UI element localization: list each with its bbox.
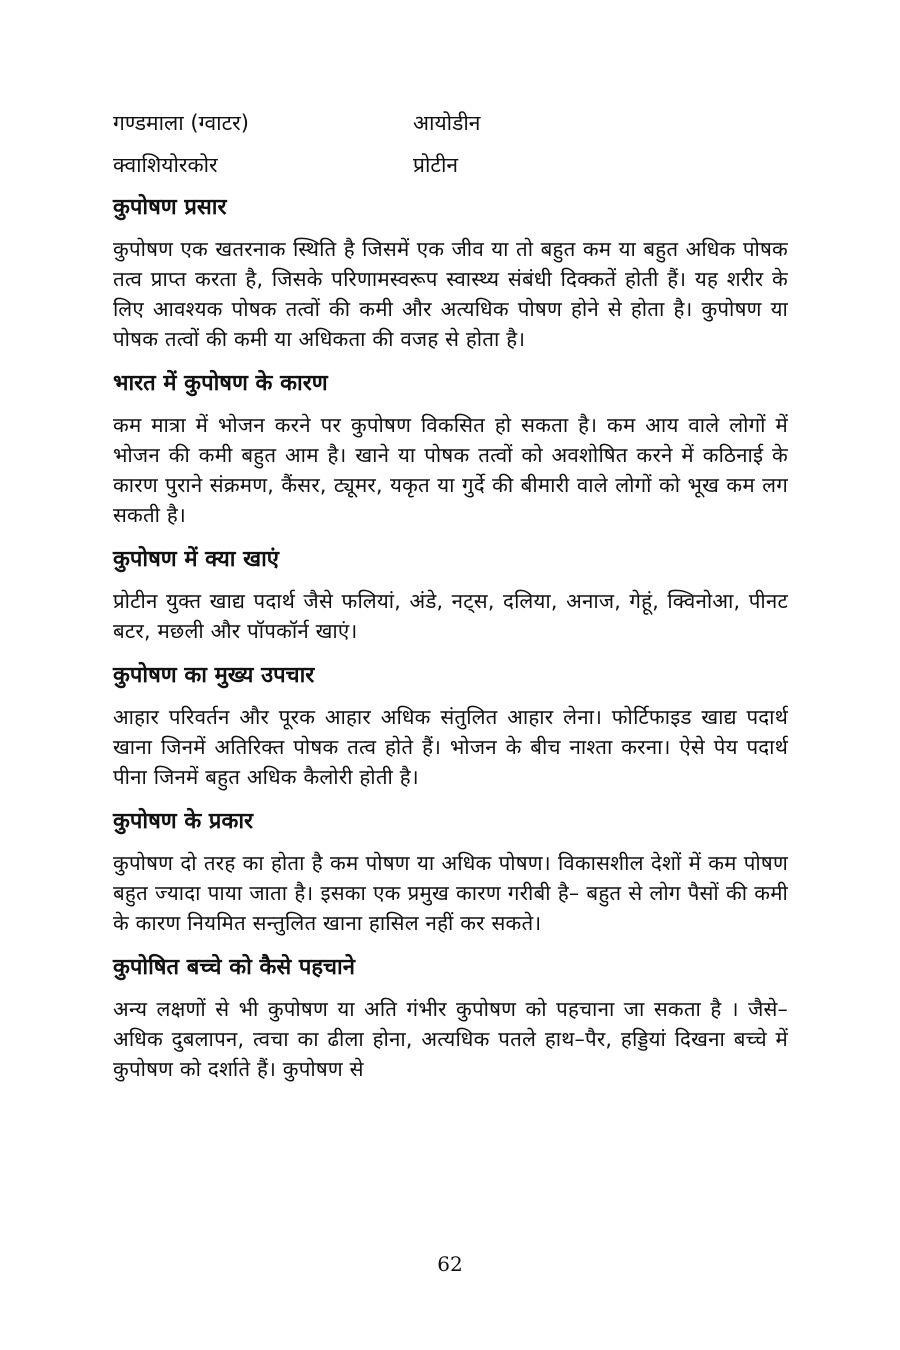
section-paragraph: अन्य लक्षणों से भी कुपोषण या अति गंभीर कुपोषण को पहचाना जा सकता है । जैसे– अधिक दुबलापन, त्वचा का ढीला होना, अत्यधिक पतले हाथ–पैर, हड्डियां दिखना बच्चे में कुपोषण को दर्शाते हैं। कुपोषण से [113,997,788,1081]
section-paragraph: आहार परिवर्तन और पूरक आहार अधिक संतुलित आहार लेना। फोर्टिफाइड खाद्य पदार्थ खाना जिनमें अतिरिक्त पोषक तत्व होते हैं। भोजन के बीच नाश्ता करना। ऐसे पेय पदार्थ पीना जिनमें बहुत अधिक कैलोरी होती है। [113,705,788,789]
nutrient-cell: प्रोटीन [413,153,459,177]
section-paragraph: प्रोटीन युक्त खाद्य पदार्थ जैसे फलियां, अंडे, नट्स, दलिया, अनाज, गेहूं, क्विनोआ, पीनट बटर, मछली और पॉपकॉर्न खाएं। [113,589,788,643]
section-heading: कुपोषण का मुख्य उपचार [113,663,315,688]
section-paragraph: कुपोषण एक खतरनाक स्थिति है जिसमें एक जीव या तो बहुत कम या बहुत अधिक पोषक तत्व प्राप्त करता है, जिसके परिणामस्वरूप स्वास्थ्य संबंधी दिक्कतें होती हैं। यह शरीर के लिए आवश्यक पोषक तत्वों की कमी और अत्यधिक पोषण होने से होता है। कुपोषण या पोषक तत्वों की कमी या अधिकता की वजह से होता है। [113,237,788,351]
page-number: 62 [437,1252,463,1276]
section-heading: भारत में कुपोषण के कारण [113,371,328,396]
table-row [113,108,788,150]
section-paragraph: कुपोषण दो तरह का होता है कम पोषण या अधिक पोषण। विकासशील देशों में कम पोषण बहुत ज्यादा पाया जाता है। इसका एक प्रमुख कारण गरीबी है– बहुत से लोग पैसों की कमी के कारण नियमित सन्तुलित खाना हासिल नहीं कर सकते। [113,851,788,935]
disease-cell: गण्डमाला (ग्वाटर) [113,111,249,135]
nutrient-cell: आयोडीन [413,111,481,135]
section-heading: कुपोषित बच्चे को कैसे पहचाने [113,955,355,980]
page-content [113,108,788,1098]
section-heading: कुपोषण प्रसार [113,195,227,220]
table-row [113,150,788,192]
section-paragraph: कम मात्रा में भोजन करने पर कुपोषण विकसित हो सकता है। कम आय वाले लोगों में भोजन की कमी बहुत आम है। खाने या पोषक तत्वों को अवशोषित करने में कठिनाई के कारण पुराने संक्रमण, कैंसर, ट्यूमर, यकृत या गुर्दे की बीमारी वाले लोगों को भूख कम लग सकती है। [113,413,788,527]
section-heading: कुपोषण के प्रकार [113,809,254,834]
section-heading: कुपोषण में क्या खाएं [113,547,279,572]
disease-cell: क्वाशियोरकोर [113,153,218,177]
